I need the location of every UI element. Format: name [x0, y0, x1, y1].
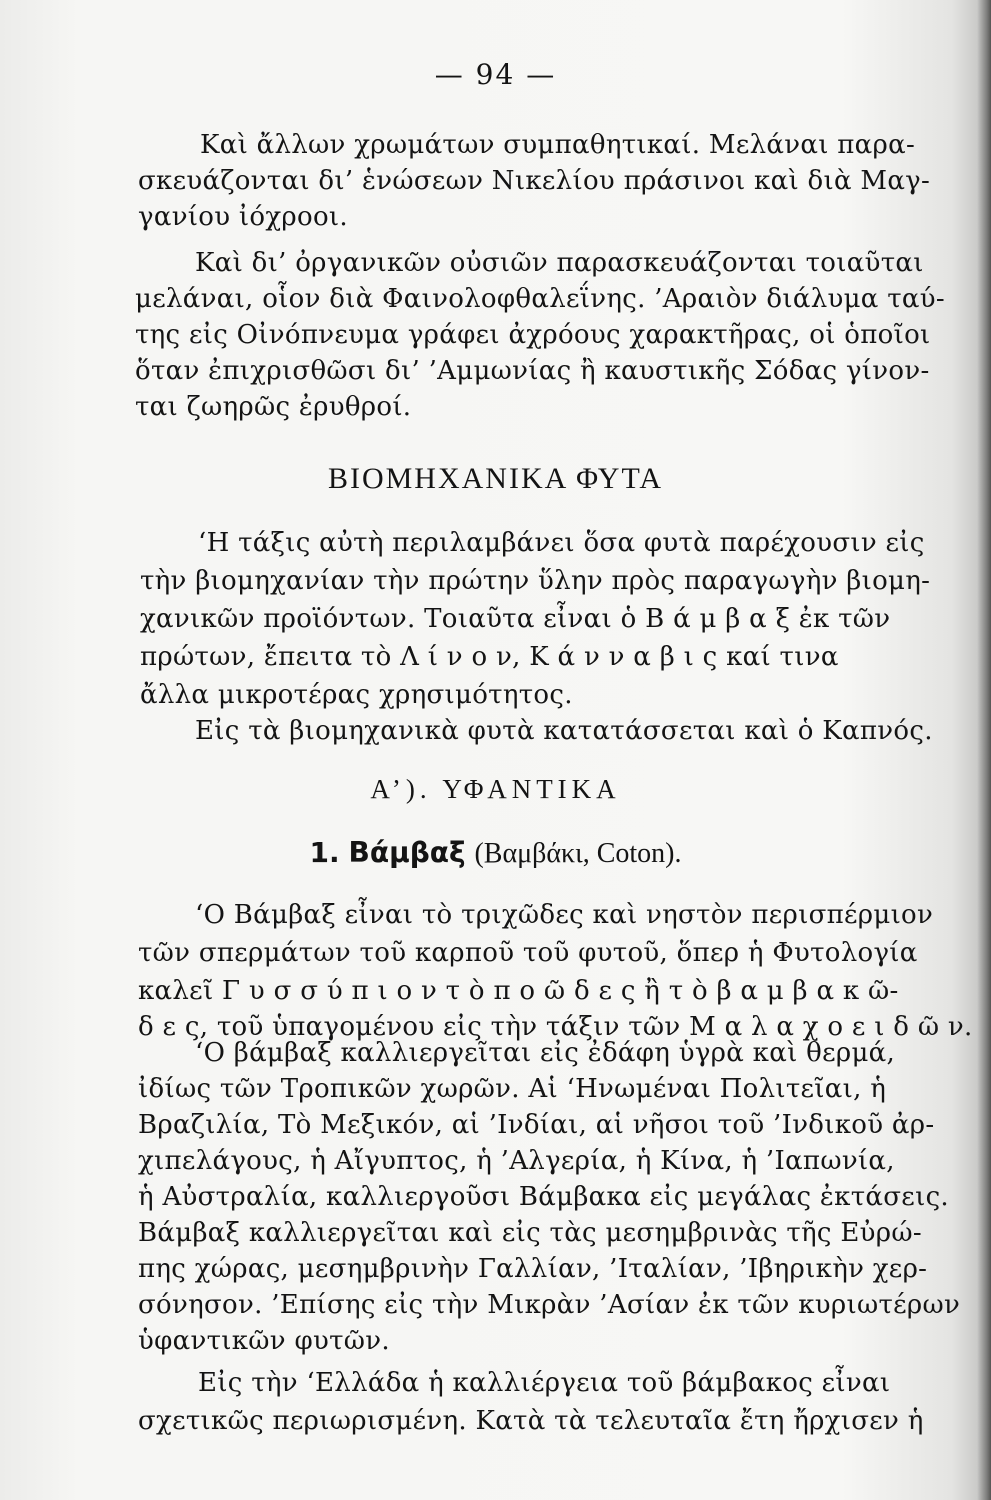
text-line: σόνησον. ’Επίσης εἰς τὴν Μικρὰν ’Ασίαν ἐκ τῶν κυριωτέρων: [138, 1290, 961, 1320]
text-line: μελάναι, οἷον διὰ Φαινολοφθαλεΐνης. ’Αραιὸν διάλυμα ταύ-: [135, 284, 945, 314]
text-line: ‘Ο Βάμβαξ εἶναι τὸ τριχῶδες καὶ νηστὸν περισπέρμιον: [195, 900, 934, 930]
text-line: Βάμβαξ καλλιεργεῖται καὶ εἰς τὰς μεσημβρινὰς τῆς Εὐρώ-: [138, 1218, 922, 1248]
text-line: σχετικῶς περιωρισμένη. Κατὰ τὰ τελευταῖα ἔτη ἤρχισεν ἡ: [138, 1406, 924, 1436]
text-line: Βραζιλία, Τὸ Μεξικόν, αἱ ’Ινδίαι, αἱ νῆσοι τοῦ ’Ινδικοῦ ἀρ-: [138, 1110, 935, 1140]
text-line: πης χώρας, μεσημβρινὴν Γαλλίαν, ’Ιταλίαν, ’Ιβηρικὴν χερ-: [138, 1254, 928, 1284]
text-line: γανίου ἰόχροοι.: [138, 202, 348, 232]
text-line: ‘Ο βάμβαξ καλλιεργεῖται εἰς ἐδάφη ὑγρὰ καὶ θερμά,: [195, 1038, 896, 1068]
section-heading: ΒΙΟΜΗΧΑΝΙΚΑ ΦΥΤΑ: [327, 462, 664, 495]
text-line: τὴν βιομηχανίαν τὴν πρώτην ὕλην πρὸς παραγωγὴν βιομη-: [140, 566, 931, 596]
item-number: 1.: [309, 836, 340, 869]
text-line: ἄλλα μικροτέρας χρησιμότητος.: [140, 680, 573, 710]
text-line: ται ζωηρῶς ἐρυθροί.: [135, 392, 412, 422]
text-line: ἡ Αὐστραλία, καλλιεργοῦσι Βάμβακα εἰς μεγάλας ἐκτάσεις.: [138, 1182, 949, 1212]
text-line: Εἰς τὰ βιομηχανικὰ φυτὰ κατατάσσεται καὶ ὁ Καπνός.: [195, 716, 933, 746]
text-line: πρώτων, ἔπειτα τὸ Λ ί ν ο ν, Κ ά ν ν α β ι ς καί τινα: [140, 642, 839, 672]
text-line: Καὶ δι’ ὀργανικῶν οὐσιῶν παρασκευάζονται τοιαῦται: [195, 248, 924, 278]
text-line: ἰδίως τῶν Τροπικῶν χωρῶν. Αἱ ‘Ηνωμέναι Πολιτεῖαι, ἡ: [138, 1074, 887, 1104]
text-line: ‘Η τάξις αὐτὴ περιλαμβάνει ὅσα φυτὰ παρέχουσιν εἰς: [198, 528, 925, 558]
text-line: καλεῖ Γ υ σ σ ύ π ι ο ν τ ὸ π ο ῶ δ ε ς ἢ τ ὸ β α μ β α κ ῶ-: [138, 976, 899, 1006]
text-line: σκευάζονται δι’ ἑνώσεων Νικελίου πράσινοι καὶ διὰ Μαγ-: [138, 166, 931, 196]
text-line: δ ε ς, τοῦ ὑπαγομένου εἰς τὴν τάξιν τῶν Μ α λ α χ ο ε ι δ ῶ ν.: [138, 1012, 973, 1042]
text-line: Εἰς τὴν ‘Ελλάδα ἡ καλλιέργεια τοῦ βάμβακος εἶναι: [198, 1368, 891, 1398]
item-name: Βάμβαξ: [348, 836, 466, 869]
page-edge-shadow: [977, 0, 991, 1500]
page-number: — 94 —: [434, 58, 557, 91]
text-line: ὑφαντικῶν φυτῶν.: [138, 1326, 390, 1356]
text-line: ὅταν ἐπιχρισθῶσι δι’ ’Αμμωνίας ἢ καυστικῆς Σόδας γίνον-: [135, 356, 930, 386]
subsection-heading: Α’). ΥΦΑΝΤΙΚΑ: [370, 774, 621, 804]
item-aliases: (Βαμβάκι, Coton).: [474, 838, 682, 869]
text-line: της εἰς Οἰνόπνευμα γράφει ἀχρόους χαρακτῆρας, οἱ ὁποῖοι: [135, 320, 931, 350]
text-line: χιπελάγους, ἡ Αἴγυπτος, ἡ ’Αλγερία, ἡ Κίνα, ἡ ’Ιαπωνία,: [138, 1146, 895, 1176]
item-heading: [0, 836, 991, 870]
text-line: Καὶ ἄλλων χρωμάτων συμπαθητικαί. Μελάναι παρα-: [200, 130, 916, 160]
text-line: τῶν σπερμάτων τοῦ καρποῦ τοῦ φυτοῦ, ὅπερ ἡ Φυτολογία: [138, 938, 918, 968]
text-line: χανικῶν προϊόντων. Τοιαῦτα εἶναι ὁ Β ά μ β α ξ ἐκ τῶν: [140, 604, 891, 634]
